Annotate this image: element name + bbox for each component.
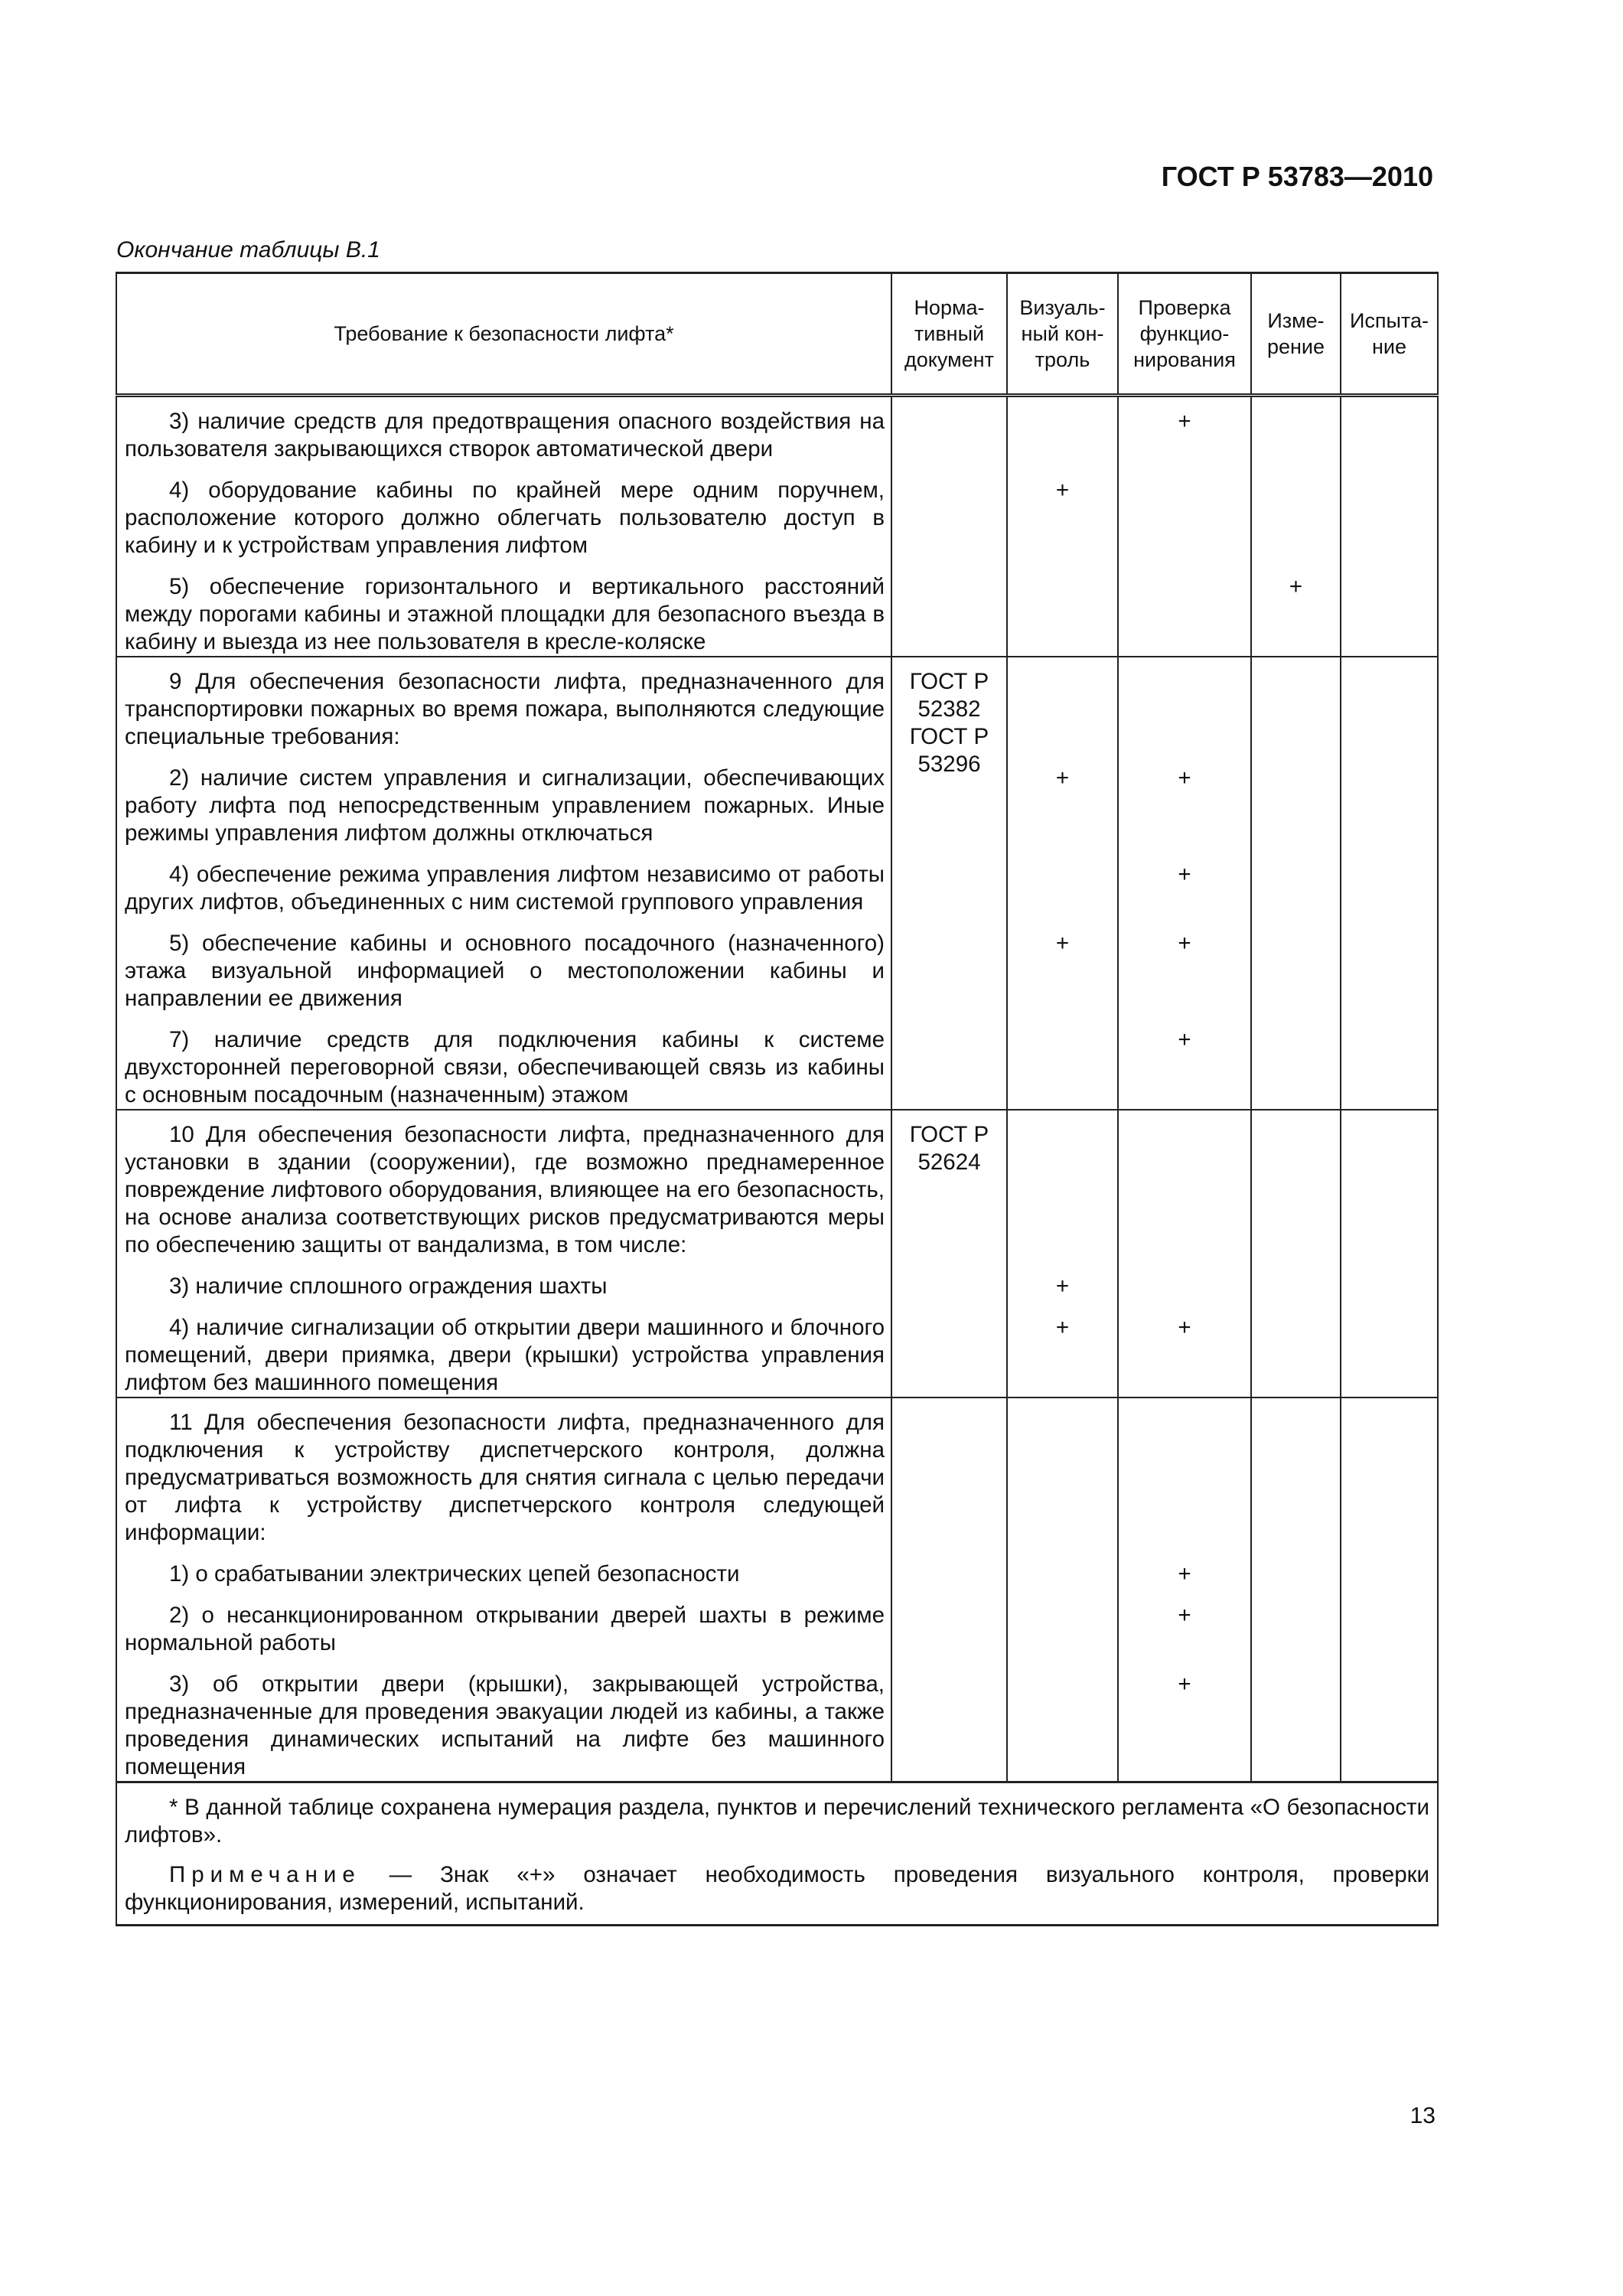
func-cell: [1118, 396, 1251, 657]
check-mark: +: [1055, 765, 1070, 791]
func-cell: [1118, 1110, 1251, 1397]
check-mark: +: [1178, 409, 1191, 434]
check-mark: +: [1178, 1603, 1191, 1628]
meas-cell: [1251, 1397, 1341, 1782]
check-mark: +: [1178, 1671, 1191, 1697]
document-id: ГОСТ Р 53783—2010: [1161, 161, 1433, 192]
requirements-table: [116, 272, 1439, 1926]
requirement-text: 4) оборудование кабины по крайней мере одним поручнем, расположение которого должно облегчать пользователю доступ в кабину и к устройствам управления лифтом: [125, 478, 885, 558]
requirement-text: 10 Для обеспечения безопасности лифта, предназначенного для установки в здании (сооружении), где возможно преднамеренное повреждение лифтового оборудования, влияющее на его безопасность, на основе анализа соответствующих рисков предусматриваются меры по обеспечению защиты от вандализма, в том числе:: [125, 1122, 885, 1257]
meas-cell: [1251, 1110, 1341, 1397]
requirement-text: 4) наличие сигнализации об открытии двери машинного и блочного помещений, двери приямка, двери (крышки) устройства управления лифтом без машинного помещения: [125, 1315, 885, 1395]
column-header: Норма-тивный документ: [891, 273, 1007, 396]
func-cell: [1118, 1397, 1251, 1782]
table-row-group: [116, 1110, 1438, 1397]
footnote: * В данной таблице сохранена нумерация раздела, пунктов и перечислений технического регламента «О безопасности лифтов».: [125, 1795, 1429, 1848]
visual-cell: [1007, 657, 1118, 1110]
meas-cell: [1251, 396, 1341, 657]
func-cell: [1118, 657, 1251, 1110]
requirement-cell: [116, 1397, 891, 1782]
normative-document: ГОСТ Р 52382 ГОСТ Р 53296: [909, 669, 989, 777]
column-header: Испыта-ние: [1341, 273, 1438, 396]
check-mark: +: [1289, 574, 1303, 599]
column-header: Требование к безопасности лифта*: [116, 273, 891, 396]
table-caption: Окончание таблицы В.1: [116, 237, 380, 263]
requirement-text: 3) об открытии двери (крышки), закрывающей устройства, предназначенные для проведения эвакуации людей из кабины, а также проведения динамических испытаний на лифте без машинного помещения: [125, 1671, 885, 1779]
requirement-text: 2) о несанкционированном открывании дверей шахты в режиме нормальной работы: [125, 1603, 885, 1655]
requirement-cell: [116, 396, 891, 657]
column-header: Изме-рение: [1251, 273, 1341, 396]
check-mark: +: [1178, 765, 1191, 791]
page-number: 13: [1410, 2103, 1436, 2128]
check-mark: +: [1178, 931, 1191, 956]
check-mark: +: [1055, 1274, 1070, 1299]
meas-cell: [1251, 657, 1341, 1110]
note: [125, 1861, 1429, 1916]
visual-cell: [1007, 1397, 1118, 1782]
normative-document: ГОСТ Р 52624: [909, 1122, 989, 1175]
column-header: Визуаль-ный кон-троль: [1007, 273, 1118, 396]
check-mark: +: [1178, 1315, 1191, 1340]
requirement-cell: [116, 657, 891, 1110]
table-row-group: [116, 1397, 1438, 1782]
check-mark: +: [1055, 931, 1070, 956]
normative-document-cell: [891, 396, 1007, 657]
requirement-text: 1) о срабатывании электрических цепей безопасности: [169, 1561, 740, 1587]
visual-cell: [1007, 396, 1118, 657]
table-row-group: [116, 657, 1438, 1110]
check-mark: +: [1178, 1027, 1191, 1052]
check-mark: +: [1055, 478, 1070, 503]
normative-document-cell: [891, 1110, 1007, 1397]
check-mark: +: [1178, 862, 1191, 887]
requirement-text: 11 Для обеспечения безопасности лифта, предназначенного для подключения к устройству диспетчерского контроля, должна предусматриваться возможность для снятия сигнала с целью передачи от лифта к устройству диспетчерского контроля следующей информации:: [125, 1410, 885, 1545]
visual-cell: [1007, 1110, 1118, 1397]
table-header-row: [116, 273, 1438, 396]
check-mark: +: [1178, 1561, 1191, 1587]
requirement-text: 5) обеспечение кабины и основного посадочного (назначенного) этажа визуальной информацией о местоположении кабины и направлении ее движения: [125, 931, 885, 1011]
check-mark: +: [1055, 1315, 1070, 1340]
normative-document-cell: [891, 657, 1007, 1110]
requirement-text: 7) наличие средств для подключения кабины к системе двухсторонней переговорной связи, обеспечивающей связь из кабины с основным посадочным (назначенным) этажом: [125, 1027, 885, 1107]
requirement-text: 9 Для обеспечения безопасности лифта, предназначенного для транспортировки пожарных во время пожара, выполняются следующие специальные требования:: [125, 669, 885, 749]
test-cell: [1341, 657, 1438, 1110]
requirement-text: 2) наличие систем управления и сигнализации, обеспечивающих работу лифта под непосредственным управлением пожарных. Иные режимы управления лифтом должны отключаться: [125, 765, 885, 846]
requirement-text: 3) наличие сплошного ограждения шахты: [169, 1274, 608, 1299]
note-label: Примечание: [169, 1862, 361, 1887]
requirement-text: 5) обеспечение горизонтального и вертикального расстояний между порогами кабины и этажной площадки для безопасного въезда в кабину и выезда из нее пользователя в кресле-коляске: [125, 574, 885, 654]
table-row-group: [116, 396, 1438, 657]
requirement-text: 3) наличие средств для предотвращения опасного воздействия на пользователя закрывающихся створок автоматической двери: [125, 409, 885, 461]
requirement-cell: [116, 1110, 891, 1397]
test-cell: [1341, 1110, 1438, 1397]
table-footnote-row: [116, 1782, 1438, 1926]
column-header: Проверка функцио-нирования: [1118, 273, 1251, 396]
normative-document-cell: [891, 1397, 1007, 1782]
note-text: — Знак «+» означает необходимость проведения визуального контроля, проверки функционирования, измерений, испытаний.: [125, 1862, 1429, 1915]
test-cell: [1341, 1397, 1438, 1782]
test-cell: [1341, 396, 1438, 657]
requirement-text: 4) обеспечение режима управления лифтом независимо от работы других лифтов, объединенных с ним системой группового управления: [125, 862, 885, 915]
